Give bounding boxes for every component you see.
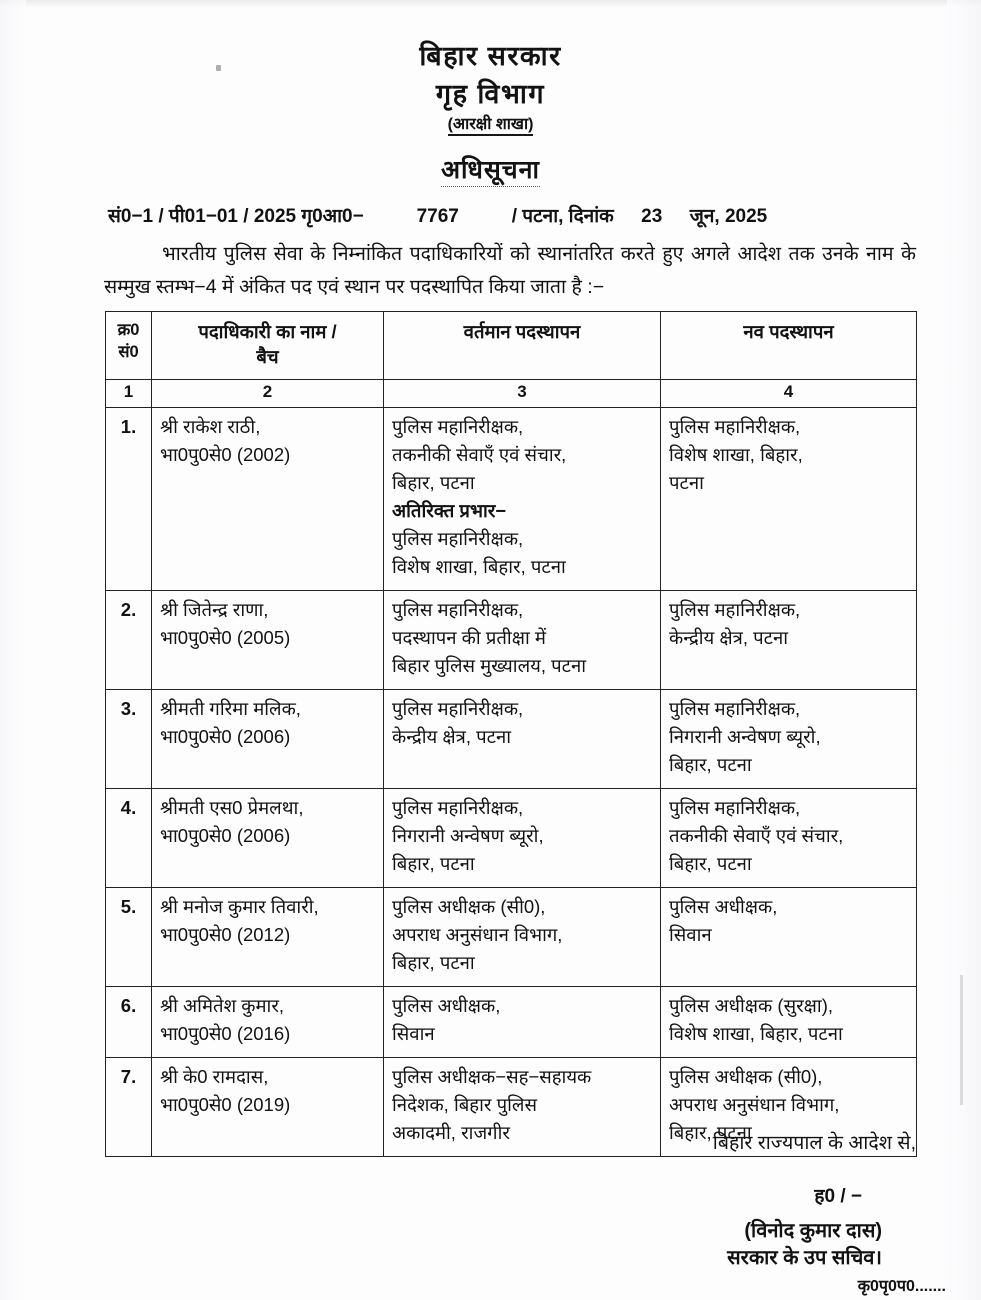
cell-serial-number: 5. <box>106 888 152 987</box>
cell-text-line: केन्द्रीय क्षेत्र, पटना <box>392 726 512 747</box>
cc-note: कृ0पृ0प0....... <box>857 1278 946 1295</box>
cell-text-line: श्री के0 रामदास, <box>160 1066 269 1087</box>
cell-text-line-emphasis: अतिरिक्त प्रभार− <box>392 500 507 521</box>
cell-text-line: अपराध अनुसंधान विभाग, <box>392 924 563 945</box>
cell-text-line: बिहार, पटना <box>669 853 752 874</box>
cell-text-line: भा0पु0से0 (2005) <box>160 627 291 648</box>
cell-text-line: श्रीमती एस0 प्रेमलथा, <box>160 797 304 818</box>
government-name: बिहार सरकार <box>419 41 562 71</box>
cell-text-line: बिहार, पटना <box>669 754 752 775</box>
cell-text-line: भा0पु0से0 (2019) <box>160 1094 291 1115</box>
cell-text-line: पुलिस महानिरीक्षक, <box>392 599 524 620</box>
table-header-row <box>106 312 917 380</box>
cell-text-line: बिहार, पटना <box>392 952 475 973</box>
table-row <box>106 690 917 789</box>
cell-text-line: पुलिस अधीक्षक, <box>392 995 501 1016</box>
cell-text-line: पुलिस महानिरीक्षक, <box>392 528 524 549</box>
table-body <box>106 408 917 1157</box>
cell-current-posting <box>384 987 661 1058</box>
cell-text-line: अपराध अनुसंधान विभाग, <box>669 1094 840 1115</box>
header-serial-line2: सं0 <box>118 343 139 361</box>
cell-officer-name <box>152 888 384 987</box>
cell-current-posting <box>384 690 661 789</box>
cell-current-posting <box>384 408 661 591</box>
cell-text-line: श्री जितेन्द्र राणा, <box>160 599 269 620</box>
cell-new-posting <box>661 591 917 690</box>
date-month-year: जून, 2025 <box>689 206 768 227</box>
signature-mark: ह0 / − <box>814 1186 862 1207</box>
cell-text-line: बिहार, पटना <box>669 1122 752 1143</box>
scan-left-band <box>0 0 26 1300</box>
body-paragraph: भारतीय पुलिस सेवा के निम्नांकित पदाधिकारियों को स्थानांतरित करते हुए अगले आदेश तक उनके नाम के सम्मुख स्तम्भ−4 में अंकित पद एवं स्थान पर पदस्थापित किया जाता है :− <box>104 243 916 298</box>
cell-serial-number: 4. <box>106 789 152 888</box>
column-number-3: 3 <box>384 380 661 408</box>
cell-text-line: विशेष शाखा, बिहार, पटना <box>392 556 566 577</box>
cell-text-line: बिहार पुलिस मुख्यालय, पटना <box>392 655 587 676</box>
cell-text-line: श्री मनोज कुमार तिवारी, <box>160 896 319 917</box>
cell-text-line: पुलिस महानिरीक्षक, <box>669 599 801 620</box>
cell-text-line: पदस्थापन की प्रतीक्षा में <box>392 627 546 648</box>
cell-officer-name <box>152 408 384 591</box>
table-column-number-row <box>106 380 917 408</box>
document-title <box>0 152 981 186</box>
cell-new-posting <box>661 987 917 1058</box>
cell-text-line: श्री अमितेश कुमार, <box>160 995 285 1016</box>
header-serial-line1: क्र0 <box>117 321 140 339</box>
cell-text-line: बिहार, पटना <box>392 853 475 874</box>
cell-new-posting <box>661 690 917 789</box>
cell-text-line: भा0पु0से0 (2016) <box>160 1023 291 1044</box>
cell-serial-number: 6. <box>106 987 152 1058</box>
cell-text-line: भा0पु0से0 (2012) <box>160 924 291 945</box>
cell-serial-number: 2. <box>106 591 152 690</box>
cell-officer-name <box>152 789 384 888</box>
cell-text-line: पुलिस अधीक्षक (सुरक्षा), <box>669 995 833 1016</box>
cell-text-line: निदेशक, बिहार पुलिस <box>392 1094 537 1115</box>
header-officer-line1: पदाधिकारी का नाम / <box>198 321 337 342</box>
header-current-posting: वर्तमान पदस्थापन <box>384 312 661 380</box>
place-and-date-label: / पटना, दिनांक <box>511 206 614 227</box>
cell-serial-number: 1. <box>106 408 152 591</box>
department-name: गृह विभाग <box>435 79 546 109</box>
header-officer-line2: बैच <box>256 346 279 367</box>
cell-serial-number: 7. <box>106 1058 152 1157</box>
cell-text-line: भा0पु0से0 (2006) <box>160 726 291 747</box>
cell-text-line: बिहार, पटना <box>392 472 475 493</box>
cell-text-line: भा0पु0से0 (2002) <box>160 444 291 465</box>
cell-text-line: पुलिस अधीक्षक (सी0), <box>669 1066 823 1087</box>
reference-line <box>108 202 958 228</box>
table-row <box>106 789 917 888</box>
cell-text-line: पुलिस महानिरीक्षक, <box>392 797 524 818</box>
cell-text-line: तकनीकी सेवाएँ एवं संचार, <box>669 825 844 846</box>
cell-text-line: केन्द्रीय क्षेत्र, पटना <box>669 627 789 648</box>
cell-current-posting <box>384 789 661 888</box>
signatory-name: (विनोद कुमार दास) <box>744 1220 882 1242</box>
cell-text-line: पटना <box>669 472 704 493</box>
cell-text-line: पुलिस अधीक्षक−सह−सहायक <box>392 1066 592 1087</box>
cell-text-line: निगरानी अन्वेषण ब्यूरो, <box>392 825 544 846</box>
header-serial-number <box>106 312 152 380</box>
column-number-2: 2 <box>152 380 384 408</box>
by-order-text: बिहार राज्यपाल के आदेश से, <box>712 1132 916 1154</box>
branch-name-text: (आरक्षी शाखा) <box>448 116 534 136</box>
cell-text-line: पुलिस महानिरीक्षक, <box>392 698 524 719</box>
cell-officer-name <box>152 987 384 1058</box>
cell-text-line: सिवान <box>392 1023 435 1044</box>
cell-current-posting <box>384 591 661 690</box>
cell-officer-name <box>152 690 384 789</box>
cell-text-line: विशेष शाखा, बिहार, पटना <box>669 1023 843 1044</box>
order-number: 7767 <box>416 206 459 227</box>
cell-text-line: पुलिस महानिरीक्षक, <box>669 416 801 437</box>
cell-text-line: पुलिस महानिरीक्षक, <box>669 698 801 719</box>
table-head <box>106 312 917 408</box>
cell-text-line: अकादमी, राजगीर <box>392 1122 510 1143</box>
cell-text-line: पुलिस अधीक्षक, <box>669 896 778 917</box>
cell-new-posting <box>661 888 917 987</box>
cell-officer-name <box>152 591 384 690</box>
cell-text-line: श्रीमती गरिमा मलिक, <box>160 698 301 719</box>
cell-text-line: पुलिस महानिरीक्षक, <box>392 416 524 437</box>
cell-serial-number: 3. <box>106 690 152 789</box>
reference-number-prefix: सं0−1 / पी01−01 / 2025 गृ0आ0− <box>108 206 364 227</box>
cell-new-posting <box>661 789 917 888</box>
signatory-designation: सरकार के उप सचिव। <box>727 1247 882 1269</box>
cell-text-line: विशेष शाखा, बिहार, <box>669 444 803 465</box>
document-title-text: अधिसूचना <box>441 156 540 187</box>
scan-right-band <box>947 0 981 1300</box>
header-new-posting: नव पदस्थापन <box>661 312 917 380</box>
table-row <box>106 987 917 1058</box>
table-row <box>106 888 917 987</box>
cell-current-posting <box>384 888 661 987</box>
table-row <box>106 591 917 690</box>
header-officer-name <box>152 312 384 380</box>
cell-text-line: पुलिस महानिरीक्षक, <box>669 797 801 818</box>
column-number-4: 4 <box>661 380 917 408</box>
cell-text-line: श्री राकेश राठी, <box>160 416 261 437</box>
date-day: 23 <box>641 206 663 227</box>
cell-new-posting <box>661 408 917 591</box>
transfer-postings-table <box>105 311 917 1157</box>
cell-text-line: निगरानी अन्वेषण ब्यूरो, <box>669 726 821 747</box>
cell-text-line: सिवान <box>669 924 712 945</box>
branch-name <box>0 112 981 134</box>
scan-top-band <box>0 0 981 7</box>
table-row <box>106 408 917 591</box>
cell-text-line: पुलिस अधीक्षक (सी0), <box>392 896 546 917</box>
cell-text-line: तकनीकी सेवाएँ एवं संचार, <box>392 444 567 465</box>
scan-streak-artifact <box>960 975 963 1105</box>
column-number-1: 1 <box>106 380 152 408</box>
cell-text-line: भा0पु0से0 (2006) <box>160 825 291 846</box>
